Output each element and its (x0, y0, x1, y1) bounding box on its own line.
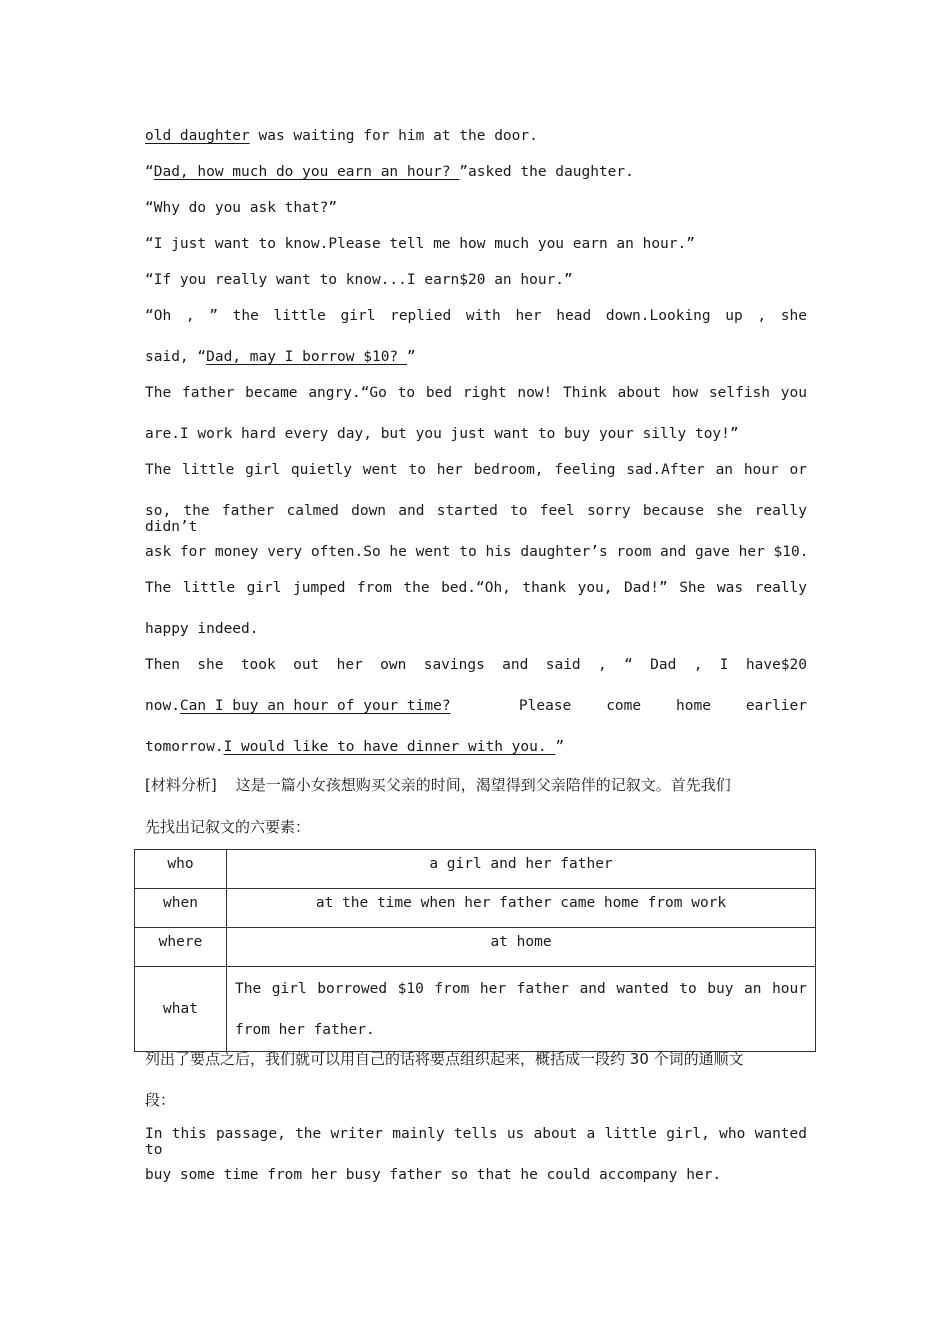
table-value: The girl borrowed $10 from her father and wanted to buy an hour from her father. (227, 967, 816, 1052)
story-line-12: ask for money very often.So he went to his daughter’s room and gave her $10. (145, 544, 809, 560)
story-line-3: “Why do you ask that?” (145, 200, 338, 216)
summary-line-1: In this passage, the writer mainly tells us about a little girl, who wanted to (145, 1126, 807, 1158)
table-row (135, 928, 816, 967)
summary-instruction-line-1: 列出了要点之后，我们就可以用自己的话将要点组织起来，概括成一段约 30 个词的通顺文 (145, 1050, 744, 1068)
analysis-intro-line-2: 先找出记叙文的六要素： (145, 818, 311, 836)
answer-underline: I would like to have dinner with you. (223, 739, 556, 755)
table-value: a girl and her father (227, 850, 816, 889)
table-key: where (135, 928, 227, 967)
story-line-4: “I just want to know.Please tell me how much you earn an hour.” (145, 236, 695, 252)
table-key: what (135, 967, 227, 1052)
analysis-intro-line-1: [材料分析] 这是一篇小女孩想购买父亲的时间，渴望得到父亲陪伴的记叙文。首先我们 (145, 776, 731, 794)
story-line-7: said, “Dad, may I borrow $10? ” (145, 349, 416, 365)
story-line-17: tomorrow.I would like to have dinner with you. ” (145, 739, 565, 755)
story-line-14: happy indeed. (145, 621, 259, 637)
story-line-8: The father became angry.“Go to bed right now! Think about how selfish you (145, 385, 807, 401)
story-line-16: now.Can I buy an hour of your time? Please come home earlier (145, 698, 807, 714)
story-line-10: The little girl quietly went to her bedroom, feeling sad.After an hour or (145, 462, 807, 478)
answer-underline: old daughter (145, 128, 250, 144)
table-key: who (135, 850, 227, 889)
story-line-13: The little girl jumped from the bed.“Oh, thank you, Dad!” She was really (145, 580, 807, 596)
table-row (135, 967, 816, 1052)
table-key: when (135, 889, 227, 928)
story-line-6: “Oh , ” the little girl replied with her head down.Looking up , she (145, 308, 807, 324)
six-elements-table (134, 849, 816, 1052)
story-line-1: old daughter was waiting for him at the door. (145, 128, 538, 144)
answer-underline: Can I buy an hour of your time? (179, 698, 451, 714)
story-line-2: “Dad, how much do you earn an hour? ”asked the daughter. (145, 164, 634, 180)
table-row (135, 889, 816, 928)
story-line-9: are.I work hard every day, but you just want to buy your silly toy!” (145, 426, 739, 442)
answer-underline: Dad, may I borrow $10? (206, 349, 407, 365)
table-value: at home (227, 928, 816, 967)
story-line-11: so, the father calmed down and started to feel sorry because she really didn’t (145, 503, 807, 535)
answer-underline: Dad, how much do you earn an hour? (153, 164, 460, 180)
table-value: at the time when her father came home from work (227, 889, 816, 928)
table-row (135, 850, 816, 889)
summary-instruction-line-2: 段： (145, 1091, 176, 1109)
story-line-15: Then she took out her own savings and said , “ Dad , I have$20 (145, 657, 807, 673)
summary-line-2: buy some time from her busy father so that he could accompany her. (145, 1167, 722, 1183)
story-line-5: “If you really want to know...I earn$20 an hour.” (145, 272, 573, 288)
